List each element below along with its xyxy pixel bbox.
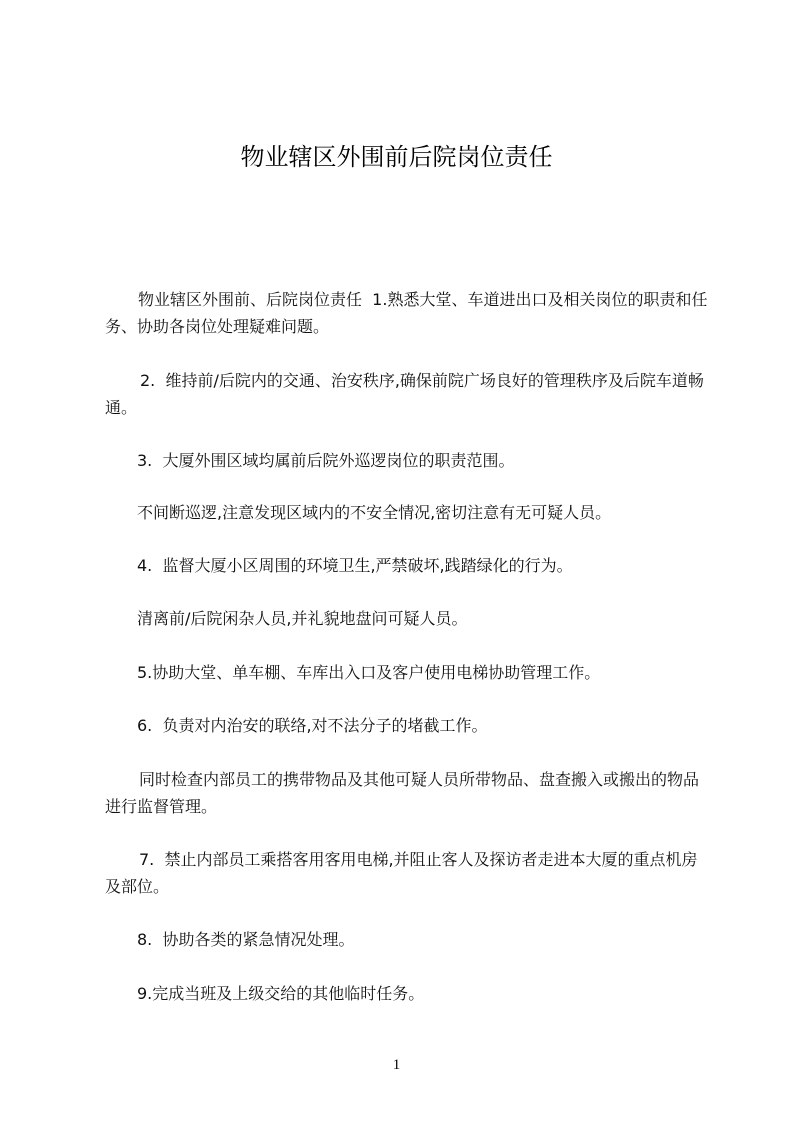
paragraph-line: 3. 大厦外围区域均属前后院外巡逻岗位的职责范围。	[137, 451, 515, 470]
paragraph-line: 进行监督管理。	[105, 797, 218, 816]
paragraph-line: 9.完成当班及上级交给的其他临时任务。	[137, 984, 425, 1003]
paragraph-line: 及部位。	[105, 877, 170, 896]
paragraph-line: 务、协助各岗位处理疑难问题。	[105, 317, 330, 336]
paragraph-line: 4. 监督大厦小区周围的环境卫生,严禁破坏,践踏绿化的行为。	[137, 556, 573, 575]
paragraph-line: 7. 禁止内部员工乘搭客用客用电梯,并阻止客人及探访者走进本大厦的重点机房	[139, 850, 698, 869]
paragraph-line: 6. 负责对内治安的联络,对不法分子的堵截工作。	[137, 716, 488, 735]
paragraph-line: 通。	[105, 398, 138, 417]
paragraph-line: 8. 协助各类的紧急情况处理。	[137, 930, 355, 949]
document-title: 物业辖区外围前后院岗位责任	[240, 143, 553, 171]
paragraph-line: 5.协助大堂、单车棚、车库出入口及客户使用电梯协助管理工作。	[137, 663, 601, 682]
page-number: 1	[392, 1057, 401, 1073]
paragraph-line: 同时检查内部员工的携带物品及其他可疑人员所带物品、盘查搬入或搬出的物品	[139, 770, 700, 789]
paragraph-line: 2. 维持前/后院内的交通、治安秩序,确保前院广场良好的管理秩序及后院车道畅	[140, 371, 704, 390]
paragraph-line: 不间断巡逻,注意发现区域内的不安全情况,密切注意有无可疑人员。	[137, 503, 612, 522]
paragraph-line: 物业辖区外围前、后院岗位责任 1.熟悉大堂、车道进出口及相关岗位的职责和任	[138, 290, 708, 309]
paragraph-line: 清离前/后院闲杂人员,并礼貌地盘问可疑人员。	[137, 609, 468, 628]
